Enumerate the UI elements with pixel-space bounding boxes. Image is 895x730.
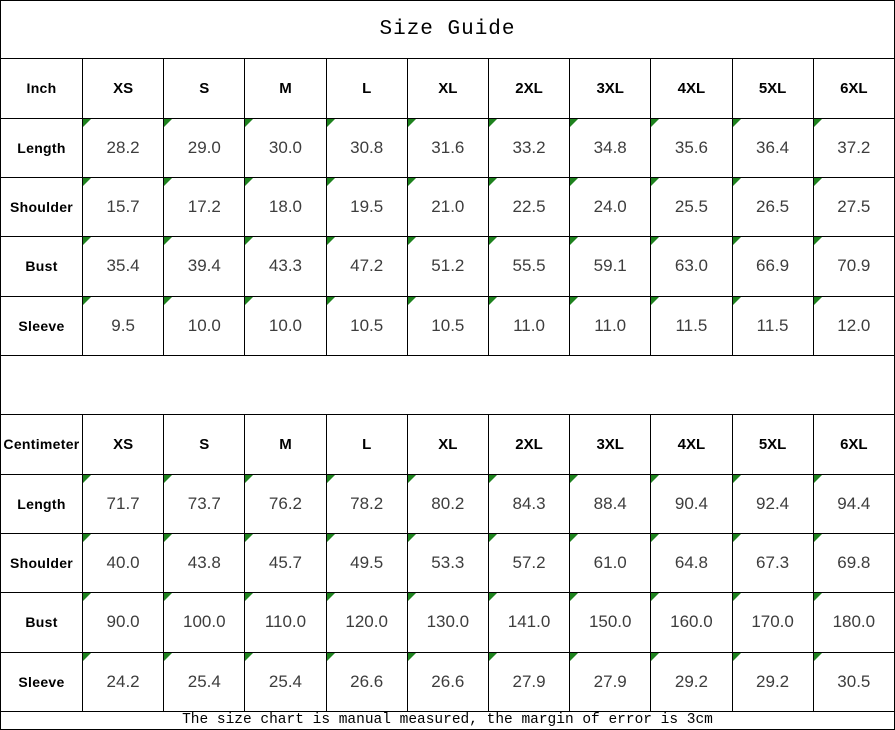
green-corner-flag-icon [408, 119, 416, 127]
measurement-cell [570, 177, 651, 236]
green-corner-flag-icon [651, 297, 659, 305]
green-corner-flag-icon [245, 119, 253, 127]
size-header-row [1, 59, 895, 118]
green-corner-flag-icon [570, 475, 578, 483]
measurement-value: 43.8 [187, 553, 221, 573]
measurement-row [1, 652, 895, 711]
measurement-row [1, 593, 895, 652]
measurement-value: 29.2 [674, 671, 708, 691]
green-corner-flag-icon [814, 178, 822, 186]
measurement-value: 70.9 [837, 256, 871, 276]
measurement-value: 26.6 [431, 671, 465, 691]
measurement-value: 25.5 [674, 197, 708, 217]
measurement-value: 64.8 [674, 553, 708, 573]
green-corner-flag-icon [327, 593, 335, 601]
green-corner-flag-icon [327, 475, 335, 483]
measurement-cell [326, 474, 407, 533]
green-corner-flag-icon [733, 119, 741, 127]
green-corner-flag-icon [733, 475, 741, 483]
green-corner-flag-icon [164, 475, 172, 483]
green-corner-flag-icon [651, 178, 659, 186]
green-corner-flag-icon [164, 119, 172, 127]
size-header-cell: 6XL [813, 59, 894, 118]
footer-row [1, 711, 895, 729]
green-corner-flag-icon [814, 237, 822, 245]
green-corner-flag-icon [164, 297, 172, 305]
measurement-value: 45.7 [268, 553, 303, 573]
measurement-cell [813, 296, 894, 355]
measurement-value: 9.5 [111, 315, 135, 335]
measurement-value: 10.0 [187, 315, 221, 335]
measurement-value: 100.0 [183, 612, 226, 632]
measurement-cell [83, 177, 164, 236]
green-corner-flag-icon [83, 119, 91, 127]
measurement-cell [245, 652, 326, 711]
measurement-cell [407, 296, 488, 355]
measurement-value: 30.8 [350, 137, 384, 157]
measurement-row [1, 118, 895, 177]
inch-section [1, 59, 895, 356]
measurement-note: The size chart is manual measured, the margin of error is 3cm [1, 711, 895, 729]
measurement-cell [732, 237, 813, 296]
green-corner-flag-icon [83, 297, 91, 305]
measurement-cell [164, 177, 245, 236]
green-corner-flag-icon [245, 653, 253, 661]
measurement-value: 27.5 [837, 197, 871, 217]
measurement-value: 24.2 [106, 671, 140, 691]
measurement-value: 90.4 [674, 493, 708, 513]
measurement-value: 29.0 [187, 137, 221, 157]
page-title: Size Guide [1, 1, 895, 59]
measurement-cell [732, 177, 813, 236]
measurement-cell [732, 296, 813, 355]
measurement-cell [407, 118, 488, 177]
measurement-cell [326, 533, 407, 592]
centimeter-section [1, 415, 895, 712]
measurement-cell [813, 652, 894, 711]
measurement-value: 51.2 [431, 256, 465, 276]
green-corner-flag-icon [327, 237, 335, 245]
green-corner-flag-icon [814, 119, 822, 127]
measurement-cell [245, 474, 326, 533]
measurement-value: 11.5 [675, 315, 708, 335]
measurement-cell [488, 593, 569, 652]
measurement-value: 53.3 [431, 553, 465, 573]
measurement-value: 26.6 [350, 671, 384, 691]
size-header-cell: XL [407, 59, 488, 118]
measurement-cell [245, 118, 326, 177]
measurement-cell [651, 177, 732, 236]
measurement-value: 170.0 [751, 612, 794, 632]
green-corner-flag-icon [245, 534, 253, 542]
green-corner-flag-icon [245, 475, 253, 483]
measurement-value: 27.9 [593, 671, 627, 691]
measurement-cell [407, 474, 488, 533]
measurement-cell [570, 652, 651, 711]
measurement-value: 36.4 [756, 137, 790, 157]
measurement-value: 160.0 [670, 612, 713, 632]
green-corner-flag-icon [83, 178, 91, 186]
green-corner-flag-icon [733, 593, 741, 601]
green-corner-flag-icon [570, 653, 578, 661]
green-corner-flag-icon [814, 653, 822, 661]
green-corner-flag-icon [733, 237, 741, 245]
measurement-cell [83, 533, 164, 592]
measurement-value: 150.0 [588, 612, 632, 632]
size-header-cell: 5XL [732, 59, 813, 118]
size-header-cell: M [245, 59, 326, 118]
green-corner-flag-icon [489, 237, 497, 245]
measurement-row [1, 237, 895, 296]
size-header-cell: L [326, 59, 407, 118]
measurement-cell [570, 237, 651, 296]
green-corner-flag-icon [327, 653, 335, 661]
measurement-cell [326, 296, 407, 355]
measurement-value: 84.3 [512, 493, 546, 513]
green-corner-flag-icon [489, 593, 497, 601]
measurement-cell [732, 118, 813, 177]
measurement-value: 141.0 [507, 612, 551, 632]
green-corner-flag-icon [408, 593, 416, 601]
measurement-cell [407, 237, 488, 296]
measurement-value: 59.1 [593, 256, 627, 276]
measurement-value: 63.0 [674, 256, 708, 276]
measurement-value: 11.0 [594, 315, 627, 335]
size-header-cell: XL [407, 415, 488, 474]
measurement-cell [570, 593, 651, 652]
green-corner-flag-icon [327, 119, 335, 127]
measurement-cell [488, 177, 569, 236]
measurement-cell [813, 177, 894, 236]
measurement-cell [813, 474, 894, 533]
green-corner-flag-icon [408, 297, 416, 305]
green-corner-flag-icon [814, 475, 822, 483]
green-corner-flag-icon [408, 534, 416, 542]
measurement-value: 35.4 [106, 256, 140, 276]
measurement-value: 11.0 [513, 315, 545, 335]
unit-header-cell: Centimeter [1, 415, 83, 474]
measurement-cell [326, 237, 407, 296]
green-corner-flag-icon [83, 653, 91, 661]
measurement-value: 43.3 [268, 256, 303, 276]
row-label-cell: Sleeve [1, 296, 83, 355]
measurement-cell [164, 593, 245, 652]
measurement-cell [488, 652, 569, 711]
green-corner-flag-icon [651, 119, 659, 127]
measurement-value: 130.0 [426, 612, 470, 632]
measurement-value: 11.5 [756, 315, 789, 335]
measurement-cell [83, 652, 164, 711]
measurement-cell [570, 474, 651, 533]
spacer-cell [1, 355, 895, 414]
measurement-cell [570, 533, 651, 592]
measurement-value: 92.4 [756, 493, 790, 513]
size-header-cell: L [326, 415, 407, 474]
green-corner-flag-icon [83, 475, 91, 483]
measurement-value: 78.2 [350, 493, 384, 513]
measurement-cell [83, 296, 164, 355]
measurement-value: 30.5 [837, 671, 871, 691]
measurement-cell [651, 118, 732, 177]
measurement-cell [651, 652, 732, 711]
measurement-row [1, 474, 895, 533]
measurement-cell [83, 593, 164, 652]
measurement-cell [570, 296, 651, 355]
green-corner-flag-icon [245, 297, 253, 305]
size-header-cell: XS [83, 59, 164, 118]
measurement-value: 76.2 [268, 493, 303, 513]
measurement-cell [488, 118, 569, 177]
measurement-value: 55.5 [512, 256, 546, 276]
green-corner-flag-icon [408, 475, 416, 483]
measurement-cell [488, 474, 569, 533]
measurement-value: 47.2 [350, 256, 384, 276]
green-corner-flag-icon [83, 593, 91, 601]
measurement-cell [326, 593, 407, 652]
measurement-value: 21.0 [431, 197, 465, 217]
measurement-value: 110.0 [264, 612, 307, 632]
green-corner-flag-icon [489, 534, 497, 542]
measurement-cell [732, 533, 813, 592]
green-corner-flag-icon [651, 237, 659, 245]
size-header-cell: 2XL [488, 59, 569, 118]
measurement-value: 37.2 [837, 137, 871, 157]
green-corner-flag-icon [245, 178, 253, 186]
measurement-cell [488, 533, 569, 592]
green-corner-flag-icon [814, 593, 822, 601]
green-corner-flag-icon [733, 534, 741, 542]
measurement-cell [813, 533, 894, 592]
measurement-cell [651, 593, 732, 652]
green-corner-flag-icon [164, 653, 172, 661]
green-corner-flag-icon [164, 593, 172, 601]
green-corner-flag-icon [651, 653, 659, 661]
green-corner-flag-icon [327, 297, 335, 305]
measurement-cell [326, 652, 407, 711]
measurement-cell [407, 652, 488, 711]
row-label-cell: Shoulder [1, 177, 83, 236]
measurement-cell [651, 296, 732, 355]
green-corner-flag-icon [408, 178, 416, 186]
row-label-cell: Shoulder [1, 533, 83, 592]
green-corner-flag-icon [489, 119, 497, 127]
size-header-cell: 3XL [570, 59, 651, 118]
measurement-cell [407, 533, 488, 592]
size-header-cell: 2XL [488, 415, 569, 474]
green-corner-flag-icon [164, 178, 172, 186]
size-header-cell: 4XL [651, 59, 732, 118]
measurement-value: 30.0 [268, 137, 303, 157]
measurement-cell [488, 237, 569, 296]
measurement-value: 66.9 [756, 256, 790, 276]
unit-header-cell: Inch [1, 59, 83, 118]
size-header-cell: 3XL [570, 415, 651, 474]
measurement-value: 35.6 [674, 137, 708, 157]
size-header-row [1, 415, 895, 474]
size-header-cell: S [164, 59, 245, 118]
measurement-cell [164, 533, 245, 592]
green-corner-flag-icon [83, 237, 91, 245]
green-corner-flag-icon [245, 593, 253, 601]
measurement-row [1, 177, 895, 236]
measurement-value: 18.0 [268, 197, 303, 217]
measurement-cell [813, 118, 894, 177]
size-header-cell: M [245, 415, 326, 474]
measurement-cell [164, 652, 245, 711]
measurement-value: 10.5 [350, 315, 384, 335]
green-corner-flag-icon [570, 178, 578, 186]
green-corner-flag-icon [245, 237, 253, 245]
measurement-value: 24.0 [593, 197, 627, 217]
size-header-cell: 6XL [813, 415, 894, 474]
measurement-cell [164, 474, 245, 533]
measurement-cell [407, 177, 488, 236]
measurement-value: 33.2 [512, 137, 546, 157]
size-header-cell: S [164, 415, 245, 474]
measurement-cell [732, 652, 813, 711]
measurement-value: 15.7 [106, 197, 140, 217]
measurement-cell [570, 118, 651, 177]
title-row [1, 1, 895, 59]
green-corner-flag-icon [327, 534, 335, 542]
measurement-value: 94.4 [837, 493, 871, 513]
measurement-value: 40.0 [106, 553, 140, 573]
measurement-cell [651, 237, 732, 296]
measurement-value: 27.9 [512, 671, 546, 691]
green-corner-flag-icon [164, 237, 172, 245]
size-header-cell: 4XL [651, 415, 732, 474]
measurement-cell [813, 237, 894, 296]
green-corner-flag-icon [408, 237, 416, 245]
measurement-cell [732, 474, 813, 533]
measurement-value: 73.7 [187, 493, 221, 513]
green-corner-flag-icon [570, 534, 578, 542]
green-corner-flag-icon [733, 653, 741, 661]
measurement-cell [245, 593, 326, 652]
spacer-row [1, 355, 895, 414]
measurement-cell [83, 474, 164, 533]
measurement-value: 180.0 [832, 612, 876, 632]
green-corner-flag-icon [327, 178, 335, 186]
measurement-cell [651, 533, 732, 592]
measurement-value: 25.4 [187, 671, 221, 691]
measurement-value: 69.8 [837, 553, 871, 573]
measurement-value: 67.3 [756, 553, 790, 573]
row-label-cell: Bust [1, 593, 83, 652]
row-label-cell: Length [1, 118, 83, 177]
green-corner-flag-icon [570, 593, 578, 601]
row-label-cell: Length [1, 474, 83, 533]
green-corner-flag-icon [814, 534, 822, 542]
measurement-cell [83, 237, 164, 296]
measurement-value: 80.2 [431, 493, 465, 513]
green-corner-flag-icon [814, 297, 822, 305]
measurement-cell [245, 177, 326, 236]
measurement-cell [407, 593, 488, 652]
green-corner-flag-icon [651, 593, 659, 601]
measurement-cell [732, 593, 813, 652]
green-corner-flag-icon [570, 297, 578, 305]
measurement-cell [245, 533, 326, 592]
measurement-cell [245, 237, 326, 296]
measurement-value: 12.0 [837, 315, 871, 335]
size-header-cell: 5XL [732, 415, 813, 474]
measurement-value: 49.5 [350, 553, 384, 573]
green-corner-flag-icon [651, 534, 659, 542]
measurement-value: 71.7 [106, 493, 140, 513]
measurement-value: 29.2 [756, 671, 790, 691]
measurement-cell [245, 296, 326, 355]
green-corner-flag-icon [733, 297, 741, 305]
size-header-cell: XS [83, 415, 164, 474]
green-corner-flag-icon [164, 534, 172, 542]
green-corner-flag-icon [489, 475, 497, 483]
green-corner-flag-icon [570, 237, 578, 245]
green-corner-flag-icon [408, 653, 416, 661]
measurement-value: 88.4 [593, 493, 627, 513]
measurement-cell [813, 593, 894, 652]
measurement-cell [326, 118, 407, 177]
green-corner-flag-icon [570, 119, 578, 127]
row-label-cell: Sleeve [1, 652, 83, 711]
green-corner-flag-icon [651, 475, 659, 483]
measurement-value: 19.5 [350, 197, 384, 217]
measurement-value: 25.4 [268, 671, 303, 691]
green-corner-flag-icon [733, 178, 741, 186]
measurement-value: 39.4 [187, 256, 221, 276]
measurement-value: 17.2 [187, 197, 221, 217]
measurement-value: 10.5 [431, 315, 465, 335]
measurement-value: 61.0 [593, 553, 627, 573]
measurement-cell [326, 177, 407, 236]
measurement-value: 31.6 [431, 137, 465, 157]
measurement-cell [83, 118, 164, 177]
measurement-value: 34.8 [593, 137, 627, 157]
measurement-value: 10.0 [268, 315, 303, 335]
measurement-cell [164, 296, 245, 355]
measurement-value: 22.5 [512, 197, 546, 217]
green-corner-flag-icon [489, 178, 497, 186]
measurement-value: 26.5 [756, 197, 790, 217]
measurement-row [1, 296, 895, 355]
green-corner-flag-icon [83, 534, 91, 542]
measurement-cell [651, 474, 732, 533]
green-corner-flag-icon [489, 297, 497, 305]
measurement-cell [488, 296, 569, 355]
measurement-row [1, 533, 895, 592]
measurement-cell [164, 237, 245, 296]
green-corner-flag-icon [489, 653, 497, 661]
measurement-value: 57.2 [512, 553, 546, 573]
measurement-value: 90.0 [106, 612, 140, 632]
measurement-value: 120.0 [345, 612, 388, 632]
row-label-cell: Bust [1, 237, 83, 296]
measurement-value: 28.2 [106, 137, 140, 157]
measurement-cell [164, 118, 245, 177]
